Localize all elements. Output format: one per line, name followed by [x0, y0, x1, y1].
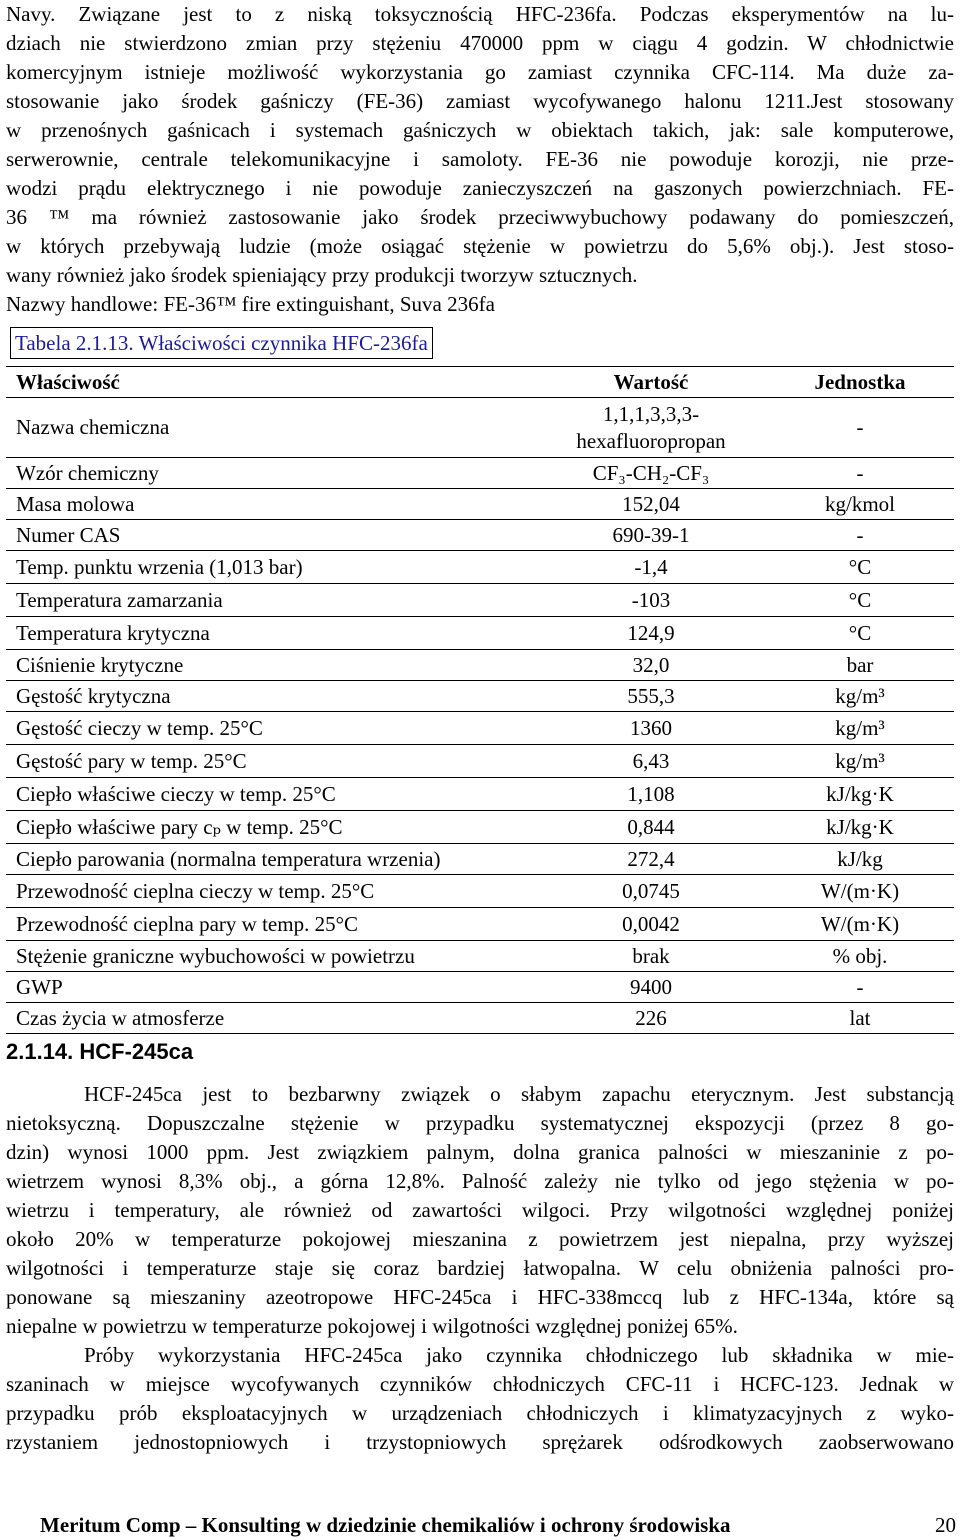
section-line: rzystaniem jednostopniowych i trzystopniowych sprężarek odśrodkowych zaobserwowano	[6, 1430, 954, 1454]
section-line: Próby wykorzystania HFC-245ca jako czynnika chłodniczego lub składnika w mie-	[84, 1343, 954, 1367]
cell-value: 226	[635, 1005, 667, 1030]
cell-value: 124,9	[627, 620, 675, 645]
table-row	[6, 488, 954, 519]
cell-unit: °C	[848, 620, 872, 645]
cell-property: Przewodność cieplna cieczy w temp. 25°C	[16, 878, 375, 903]
cell-property: Temp. punktu wrzenia (1,013 bar)	[16, 554, 303, 579]
cell-unit: kg/m³	[835, 683, 885, 708]
cell-value: 555,3	[627, 683, 675, 708]
cell-property: Ciepło właściwe pary cₚ w temp. 25°C	[16, 814, 343, 839]
intro-line: serwerownie, centrale telekomunikacyjne i samoloty. FE-36 nie powoduje korozji, nie prze-	[6, 147, 954, 171]
table-row	[6, 940, 954, 971]
section-line: dzin) wynosi 1000 ppm. Jest związkiem palnym, dolna granica palności w mieszaninie z po-	[6, 1140, 954, 1164]
table-caption: Tabela 2.1.13. Właściwości czynnika HFC-236fa	[10, 327, 433, 359]
intro-line: Navy. Związane jest to z niską toksycznością HFC-236fa. Podczas eksperymentów na lu-	[6, 2, 954, 26]
cell-property: Przewodność cieplna pary w temp. 25°C	[16, 911, 358, 936]
table-row	[6, 616, 954, 649]
cell-property: Gęstość pary w temp. 25°C	[16, 748, 247, 773]
header-unit: Jednostka	[814, 369, 906, 394]
table-row	[6, 519, 954, 550]
intro-line: w przenośnych gaśnicach i systemach gaśniczych w obiektach takich, jak: sale komputerowe,	[6, 118, 954, 142]
section-line: wilgotności i temperaturze staje się coraz bardziej łatwopalna. W celu obniżenia palności pro-	[6, 1256, 954, 1280]
cell-value: 690-39-1	[612, 522, 690, 547]
cell-unit: -	[856, 522, 864, 547]
cell-value: -103	[631, 587, 671, 612]
cell-unit: °C	[848, 587, 872, 612]
cell-unit: W/(m·K)	[820, 911, 900, 936]
cell-value: 6,43	[632, 748, 670, 773]
table-header-row	[6, 366, 954, 397]
section-heading: 2.1.14. HCF-245ca	[6, 1039, 194, 1064]
table-row	[6, 457, 954, 488]
intro-line: Nazwy handlowe: FE-36™ fire extinguishant, Suva 236fa	[6, 292, 495, 316]
intro-line: komercyjnym istnieje możliwość wykorzystania go zamiast czynnika CFC-114. Ma duże za-	[6, 60, 954, 84]
cell-value: 152,04	[622, 491, 680, 516]
table-row	[6, 550, 954, 583]
cell-value-line: hexafluoropropan	[576, 428, 726, 453]
footer-text: Meritum Comp – Konsulting w dziedzinie chemikaliów i ochrony środowiska	[40, 1513, 731, 1537]
table-row	[6, 907, 954, 940]
cell-property: Gęstość cieczy w temp. 25°C	[16, 715, 263, 740]
cell-property: Gęstość krytyczna	[16, 683, 171, 708]
table-row	[6, 397, 954, 457]
cell-property: Numer CAS	[16, 522, 121, 547]
cell-value: 272,4	[627, 846, 675, 871]
section-line: niepalne w powietrzu w temperaturze pokojowej i wilgotności względnej poniżej 65%.	[6, 1314, 738, 1338]
cell-unit: -	[856, 415, 864, 439]
cell-property: Nazwa chemiczna	[16, 415, 170, 439]
cell-unit: -	[856, 460, 864, 485]
table-row	[6, 843, 954, 874]
cell-value: 32,0	[632, 652, 670, 677]
cell-unit: W/(m·K)	[820, 878, 900, 903]
cell-value-line: 1,1,1,3,3,3-	[602, 401, 700, 426]
cell-property: Czas życia w atmosferze	[16, 1005, 225, 1030]
section-line: wietrzem wynosi 8,3% obj., a górna 12,8%. Palność zależy nie tylko od jego stężenia w po-	[6, 1169, 954, 1193]
cell-unit: kg/m³	[835, 715, 885, 740]
cell-value: -1,4	[634, 554, 668, 579]
table-row	[6, 649, 954, 680]
cell-unit: bar	[846, 652, 874, 677]
cell-property: Ciepło właściwe cieczy w temp. 25°C	[16, 781, 336, 806]
cell-unit: kg/m³	[835, 748, 885, 773]
table-row	[6, 1002, 954, 1034]
page-number: 20	[935, 1513, 956, 1537]
properties-table	[6, 366, 954, 1034]
table-row	[6, 711, 954, 744]
cell-value: brak	[632, 943, 670, 968]
cell-value	[536, 398, 766, 457]
cell-value: 0,844	[627, 814, 675, 839]
cell-property: Temperatura krytyczna	[16, 620, 210, 645]
table-row	[6, 744, 954, 777]
cell-property: GWP	[16, 974, 63, 999]
intro-line: stosowanie jako środek gaśniczy (FE-36) zamiast wycofywanego halonu 1211.Jest stosowany	[6, 89, 954, 113]
table-row	[6, 680, 954, 711]
intro-line: wany również jako środek spieniający przy produkcji tworzyw sztucznych.	[6, 263, 638, 287]
cell-unit: kg/kmol	[824, 491, 895, 516]
section-line: przypadku prób eksploatacyjnych w urządzeniach chłodniczych i klimatyzacyjnych z wyko-	[6, 1401, 954, 1425]
cell-unit: kJ/kg	[837, 846, 883, 871]
intro-line: w których przebywają ludzie (może osiągać stężenie w powietrzu do 5,6% obj.). Jest stoso-	[6, 234, 954, 258]
cell-property: Masa molowa	[16, 491, 135, 516]
page-footer	[40, 1510, 956, 1540]
intro-line: wodzi prądu elektrycznego i nie powoduje zanieczyszczeń na gaszonych powierzchniach. FE-	[6, 176, 954, 200]
section-line: ponowane są mieszaniny azeotropowe HFC-245ca i HFC-338mccq lub z HFC-134a, które są	[6, 1285, 954, 1309]
table-row	[6, 874, 954, 907]
intro-line: 36 ™ ma również zastosowanie jako środek przeciwwybuchowy podawany do pomieszczeń,	[6, 205, 954, 229]
section-line: około 20% w temperaturze pokojowej mieszanina z powietrzem jest niepalna, przy wyższej	[6, 1227, 954, 1251]
table-row	[6, 583, 954, 616]
table-row	[6, 777, 954, 810]
cell-property: Temperatura zamarzania	[16, 587, 223, 612]
section-line: nietoksyczną. Dopuszczalne stężenie w przypadku systematycznej ekspozycji (przez 8 go-	[6, 1111, 954, 1135]
header-value: Wartość	[613, 369, 689, 394]
cell-unit: kJ/kg·K	[826, 814, 894, 839]
table-row	[6, 810, 954, 843]
cell-unit: % obj.	[832, 943, 888, 968]
cell-unit: lat	[849, 1005, 871, 1030]
table-row	[6, 971, 954, 1002]
header-property: Właściwość	[16, 369, 120, 394]
cell-property: Stężenie graniczne wybuchowości w powietrzu	[16, 943, 415, 968]
cell-value: 0,0745	[622, 878, 680, 903]
section-line: szaninach w miejsce wycofywanych czynników chłodniczych CFC-11 i HCFC-123. Jednak w	[6, 1372, 954, 1396]
cell-value: 1,108	[627, 781, 675, 806]
cell-unit: °C	[848, 554, 872, 579]
cell-property: Ciśnienie krytyczne	[16, 652, 184, 677]
section-line: wietrzu i temperatury, ale również od zawartości wilgoci. Przy wilgotności względnej poniżej	[6, 1198, 954, 1222]
cell-property: Ciepło parowania (normalna temperatura wrzenia)	[16, 846, 441, 871]
cell-unit: kJ/kg·K	[826, 781, 894, 806]
cell-property: Wzór chemiczny	[16, 460, 159, 485]
section-line: HCF-245ca jest to bezbarwny związek o słabym zapachu eterycznym. Jest substancją	[84, 1082, 954, 1106]
cell-value: 0,0042	[622, 911, 680, 936]
cell-value: CF₃-CH₂-CF₃	[592, 460, 710, 485]
cell-value: 9400	[630, 974, 672, 999]
cell-value: 1360	[630, 715, 672, 740]
cell-unit: -	[856, 974, 864, 999]
intro-line: dziach nie stwierdzono zmian przy stężeniu 470000 ppm w ciągu 4 godzin. W chłodnictwie	[6, 31, 954, 55]
